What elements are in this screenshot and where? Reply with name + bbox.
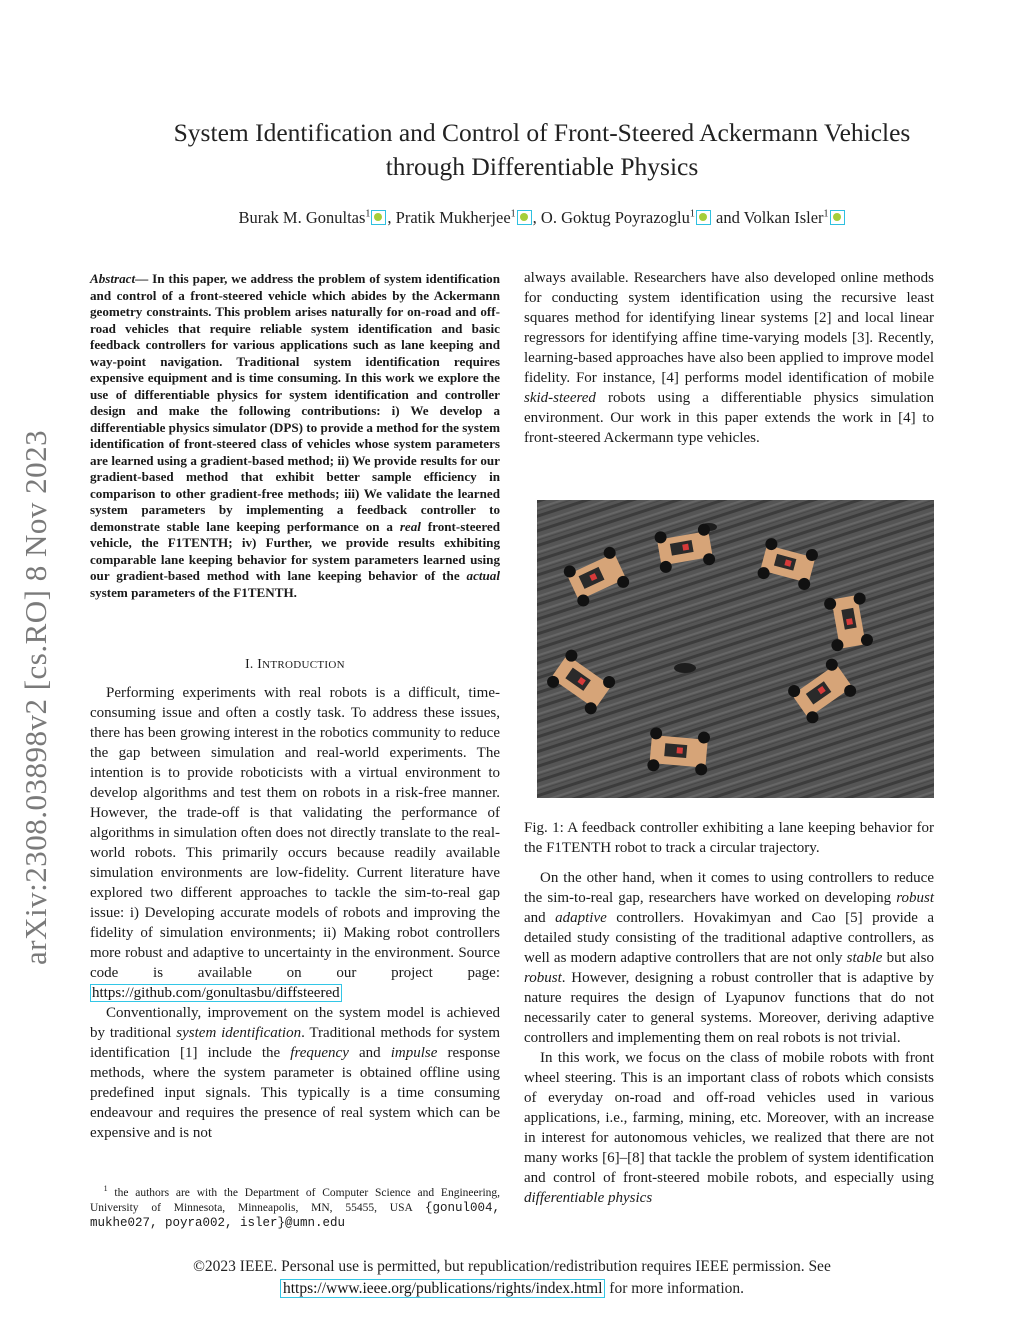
right-column-text-bottom — [524, 868, 934, 1208]
paragraph-text: controllers. Hovakimyan and Cao [5] provide a detailed study consisting of the traditional adaptive controllers, as well as modern adaptive controllers that are not only — [524, 910, 934, 966]
figure-1-caption: Fig. 1: A feedback controller exhibiting a lane keeping behavior for the F1TENTH robot to track a circular trajectory. — [524, 820, 934, 856]
author-name: Burak M. Gonultas — [238, 208, 366, 227]
emphasis: system identification — [176, 1025, 302, 1041]
paragraph-text: . Traditional methods for system identification [1] include the — [90, 1025, 500, 1061]
author-affiliation-mark: 1 — [365, 208, 371, 220]
emphasis: differentiable physics — [524, 1190, 653, 1206]
copyright-line-1: ©2023 IEEE. Personal use is permitted, but republication/redistribution requires IEEE permission. See — [193, 1258, 831, 1275]
paragraph-text: and — [524, 910, 556, 926]
abstract-text: In this paper, we address the problem of system identification and control of a front-steered vehicle which abides by the Ackermann geometry constraints. This problem arises naturally for on-road and off-road vehicles that require reliable system identification and basic feedback controllers for various applications such as lane keeping and way-point navigation. Traditional system identification requires expensive equipment and is time consuming. In this work we explore the use of differentiable physics for system identification and controller design and make the following contributions: i) We develop a differentiable physics simulator (DPS) to provide a method for the system identification of front-steered class of vehicles whose system parameters are learned using a gradient-based method; ii) We provide results for our gradient-based method that exhibit better sample efficiency in comparison to other gradient-free methods; iii) We validate the learned system parameters by implementing a feedback controller to demonstrate stable lane keeping performance on a — [90, 271, 501, 534]
paragraph-text: but also — [882, 950, 934, 966]
paragraph-text: On the other hand, when it comes to using controllers to reduce the sim-to-real gap, researchers have worked on developing — [524, 870, 934, 906]
title-line-2: through Differentiable Physics — [385, 152, 699, 181]
author-separator: , — [532, 208, 541, 227]
author-separator: , — [387, 208, 396, 227]
paragraph-text: Conventionally, improvement on the system model is achieved by traditional — [90, 1005, 500, 1041]
author-affiliation-mark: 1 — [823, 208, 829, 220]
orcid-icon[interactable] — [517, 210, 532, 225]
emphasis: impulse — [390, 1045, 438, 1061]
right-column-text-top — [524, 268, 934, 448]
copyright-notice — [0, 1256, 1024, 1300]
footnote-emails: {gonul004, mukhe027, poyra002, isler}@umn.edu — [90, 1200, 500, 1230]
paragraph-text: . However, designing a robust controller that is adaptive by nature requires the design of Lyapunov functions that do not necessarily cater to general systems. Moreover, deriving adaptive controllers and implementing them on real robots is not trivial. — [524, 970, 934, 1046]
affiliation-footnote — [90, 1181, 500, 1231]
footnote-mark: 1 — [103, 1184, 108, 1193]
introduction-text — [90, 683, 500, 1143]
abstract-text: front-steered vehicle, the F1TENTH; iv) Further, we provide results exhibiting comparable lane keeping behavior for system parameters learned using our gradient-based method with lane keeping behavior of the — [90, 518, 500, 583]
orcid-icon[interactable] — [696, 210, 711, 225]
abstract-dash: — — [135, 271, 153, 286]
abstract-label: Abstract — [90, 271, 136, 286]
paragraph-text: and — [348, 1045, 391, 1061]
arxiv-identifier-stamp — [2, 330, 62, 970]
paragraph-text: always available. Researchers have also developed online methods for conducting system identification using the recursive least squares method for identifying linear systems [2] and local linear regressors for identifying affine time-varying models [3]. Recently, learning-based approaches have also been applied to improve model fidelity. For instance, [4] performs model identification of mobile — [524, 270, 934, 386]
emphasis: robust — [896, 890, 934, 906]
author-separator: and — [711, 208, 744, 227]
author-name: O. Goktug Poyrazoglu — [540, 208, 690, 227]
paragraph-text: response methods, where the system parameter is obtained offline using predefined input signals. This typically is a time consuming endeavour and requires the presence of real system which can be expensive and is not — [90, 1045, 500, 1141]
abstract-emphasis: actual — [466, 568, 500, 583]
floor-photo-illustration — [537, 500, 934, 798]
project-source-link[interactable]: https://github.com/gonultasbu/diffsteered — [92, 985, 340, 1001]
emphasis: stable — [846, 950, 883, 966]
paper-title — [60, 116, 1024, 184]
abstract-text: system parameters of the F1TENTH. — [90, 584, 297, 600]
paragraph-text: robots using a differentiable physics simulation environment. Our work in this paper extends the work in [4] to front-steered Ackermann type vehicles. — [524, 390, 934, 446]
footnote-text: the authors are with the Department of Computer Science and Engineering, University of Minnesota, Minneapolis, MN, 55455, USA — [90, 1186, 501, 1214]
ieee-rights-link[interactable]: https://www.ieee.org/publications/rights/index.html — [280, 1279, 605, 1298]
author-name: Pratik Mukherjee — [395, 208, 511, 227]
abstract — [90, 271, 500, 601]
copyright-line-2 — [0, 1278, 1024, 1300]
title-line-1: System Identification and Control of Front-Steered Ackermann Vehicles — [173, 118, 911, 147]
paragraph-text: Performing experiments with real robots is a difficult, time-consuming issue and often a costly task. To address these issues, there has been growing interest in the robotics community to reduce the gap between simulation and real-world experiments. The intention is to provide roboticists with a virtual environment to develop algorithms and test them on robots in a risk-free manner. However, the trade-off is that validating the performance of algorithms in simulation often does not directly translate to the real-world robots. This primarily occurs because readily available simulation environments are low-fidelity. Current literature have explored two different approaches to tackle the sim-to-real gap issue: i) Developing accurate models of robots and improving the fidelity of simulation environments; ii) Making robot controllers more robust and adaptive to uncertainty in the environment. Source code is available on our project page: — [90, 685, 500, 981]
paragraph — [524, 868, 934, 1048]
copyright-suffix: for more information. — [605, 1280, 745, 1297]
author-affiliation-mark: 1 — [510, 208, 516, 220]
emphasis: adaptive — [555, 910, 607, 926]
section-heading-introduction — [90, 656, 500, 672]
paragraph — [90, 683, 500, 1003]
author-name: Volkan Isler — [743, 208, 824, 227]
author-list — [60, 208, 1024, 228]
paragraph — [90, 1003, 500, 1143]
orcid-icon[interactable] — [371, 210, 386, 225]
author-affiliation-mark: 1 — [689, 208, 695, 220]
abstract-emphasis: real — [399, 518, 421, 534]
emphasis: skid-steered — [524, 390, 596, 406]
paragraph — [524, 268, 934, 448]
figure-1-photo — [537, 500, 934, 798]
arxiv-identifier-text: arXiv:2308.03898v2 [cs.RO] 8 Nov 2023 — [18, 429, 53, 965]
orcid-icon[interactable] — [830, 210, 845, 225]
paragraph-text: In this work, we focus on the class of mobile robots with front wheel steering. This is an important class of robots which consists of everyday on-road and off-road vehicles used in various applications, i.e., farming, mining, etc. Moreover, with an increase in interest for autonomous vehicles, we realized that there are not many works [6]–[8] that tackle the problem of system identification and control of front-steered mobile robots, and especially using — [524, 1050, 934, 1186]
paragraph — [524, 1048, 934, 1208]
section-title-smallcaps: NTRODUCTION — [262, 659, 345, 671]
emphasis: frequency — [290, 1045, 349, 1061]
section-numeral: I. I — [245, 656, 263, 671]
emphasis: robust — [524, 970, 562, 986]
